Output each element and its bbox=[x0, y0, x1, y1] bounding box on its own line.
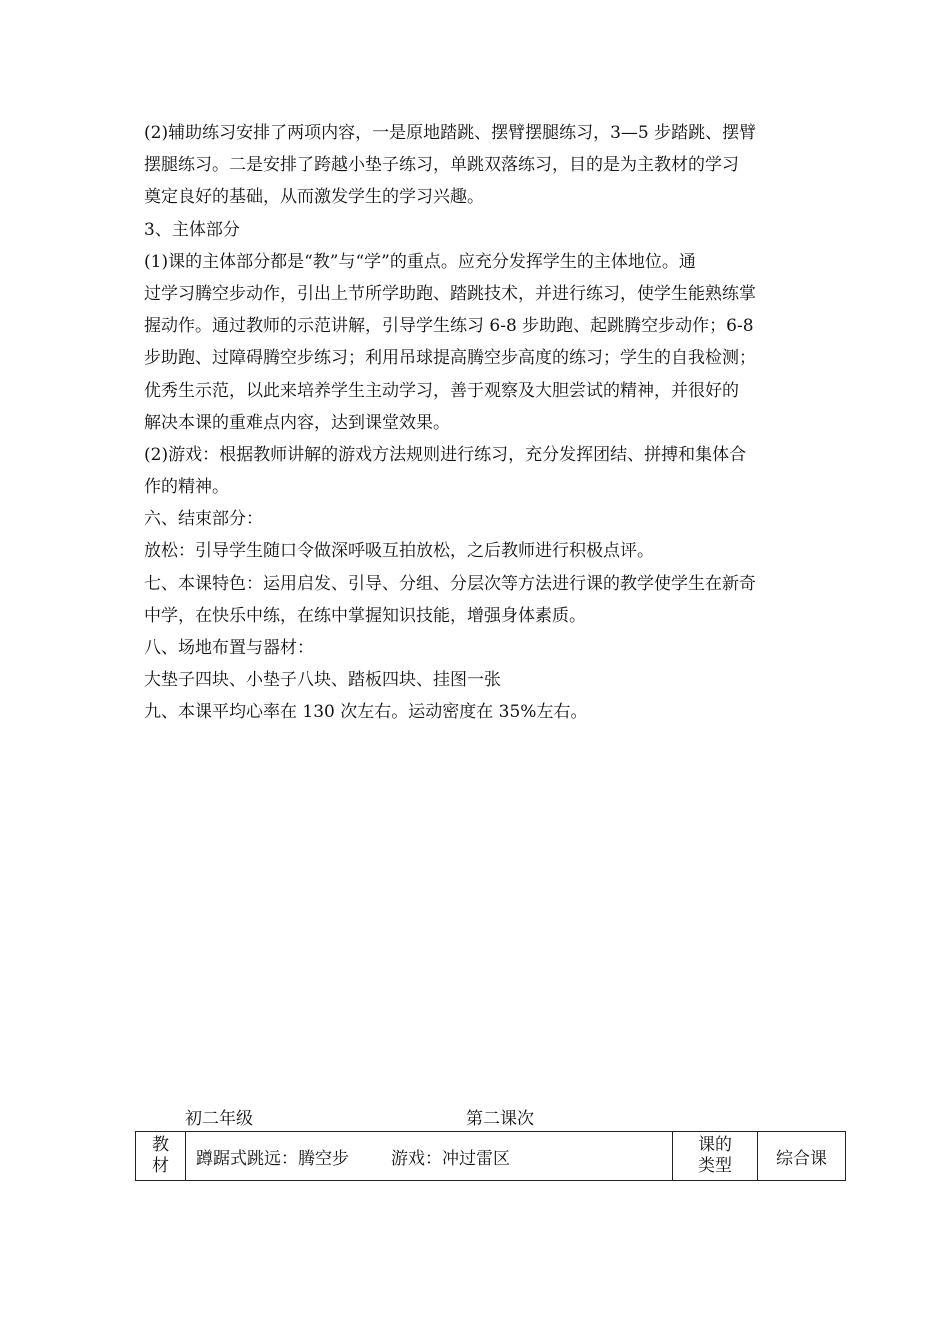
type-value-cell: 综合课 bbox=[758, 1132, 846, 1181]
lesson-table bbox=[135, 1131, 846, 1181]
text-line: 放松：引导学生随口令做深呼吸互拍放松，之后教师进行积极点评。 bbox=[144, 541, 654, 562]
body-text bbox=[144, 117, 812, 729]
text-line: (2)辅助练习安排了两项内容，一是原地踏跳、摆臂摆腿练习，3—5 步踏跳、摆臂 bbox=[144, 123, 757, 143]
section-heading: 3、主体部分 bbox=[144, 219, 240, 240]
text-line: (1)课的主体部分都是“教”与“学”的重点。应充分发挥学生的主体地位。通 bbox=[144, 251, 696, 272]
text-line: 握动作。通过教师的示范讲解，引导学生练习 6-8 步助跑、起跳腾空步动作；6-8 bbox=[144, 316, 754, 337]
material-label-cell bbox=[136, 1132, 186, 1181]
section-heading: 九、本课平均心率在 130 次左右。运动密度在 35%左右。 bbox=[144, 702, 588, 723]
material-label-line: 材 bbox=[152, 1156, 169, 1176]
material-label-line: 教 bbox=[152, 1135, 169, 1155]
material-content-cell bbox=[186, 1132, 673, 1181]
table-row bbox=[136, 1132, 846, 1181]
lesson-header bbox=[185, 1108, 685, 1130]
text-line: 解决本课的重难点内容，达到课堂效果。 bbox=[144, 412, 450, 433]
lesson-number-label: 第二课次 bbox=[466, 1109, 534, 1129]
type-label-line: 课的 bbox=[698, 1135, 732, 1155]
text-line: 大垫子四块、小垫子八块、踏板四块、挂图一张 bbox=[144, 670, 501, 691]
grade-label: 初二年级 bbox=[185, 1109, 253, 1129]
text-line: 奠定良好的基础，从而激发学生的学习兴趣。 bbox=[144, 187, 484, 208]
material-game-text: 游戏：冲过雷区 bbox=[391, 1148, 510, 1169]
text-line: 摆腿练习。二是安排了跨越小垫子练习，单跳双落练习，目的是为主教材的学习 bbox=[144, 155, 739, 176]
text-line: (2)游戏：根据教师讲解的游戏方法规则进行练习，充分发挥团结、拼搏和集体合 bbox=[144, 444, 747, 465]
type-label-line: 类型 bbox=[698, 1156, 732, 1176]
text-line: 步助跑、过障碍腾空步练习；利用吊球提高腾空步高度的练习；学生的自我检测； bbox=[144, 348, 756, 369]
section-heading: 六、结束部分： bbox=[144, 509, 263, 530]
section-heading: 八、场地布置与器材： bbox=[144, 638, 314, 658]
text-line: 作的精神。 bbox=[144, 477, 229, 498]
material-main-text: 蹲踞式跳远：腾空步 bbox=[196, 1148, 349, 1169]
text-line: 优秀生示范，以此来培养学生主动学习，善于观察及大胆尝试的精神，并很好的 bbox=[144, 380, 739, 401]
type-label-cell bbox=[673, 1132, 758, 1181]
section-heading: 七、本课特色：运用启发、引导、分组、分层次等方法进行课的教学使学生在新奇 bbox=[144, 573, 756, 594]
text-line: 过学习腾空步动作，引出上节所学助跑、踏跳技术，并进行练习，使学生能熟练掌 bbox=[144, 283, 756, 304]
text-line: 中学，在快乐中练，在练中掌握知识技能，增强身体素质。 bbox=[144, 605, 586, 626]
